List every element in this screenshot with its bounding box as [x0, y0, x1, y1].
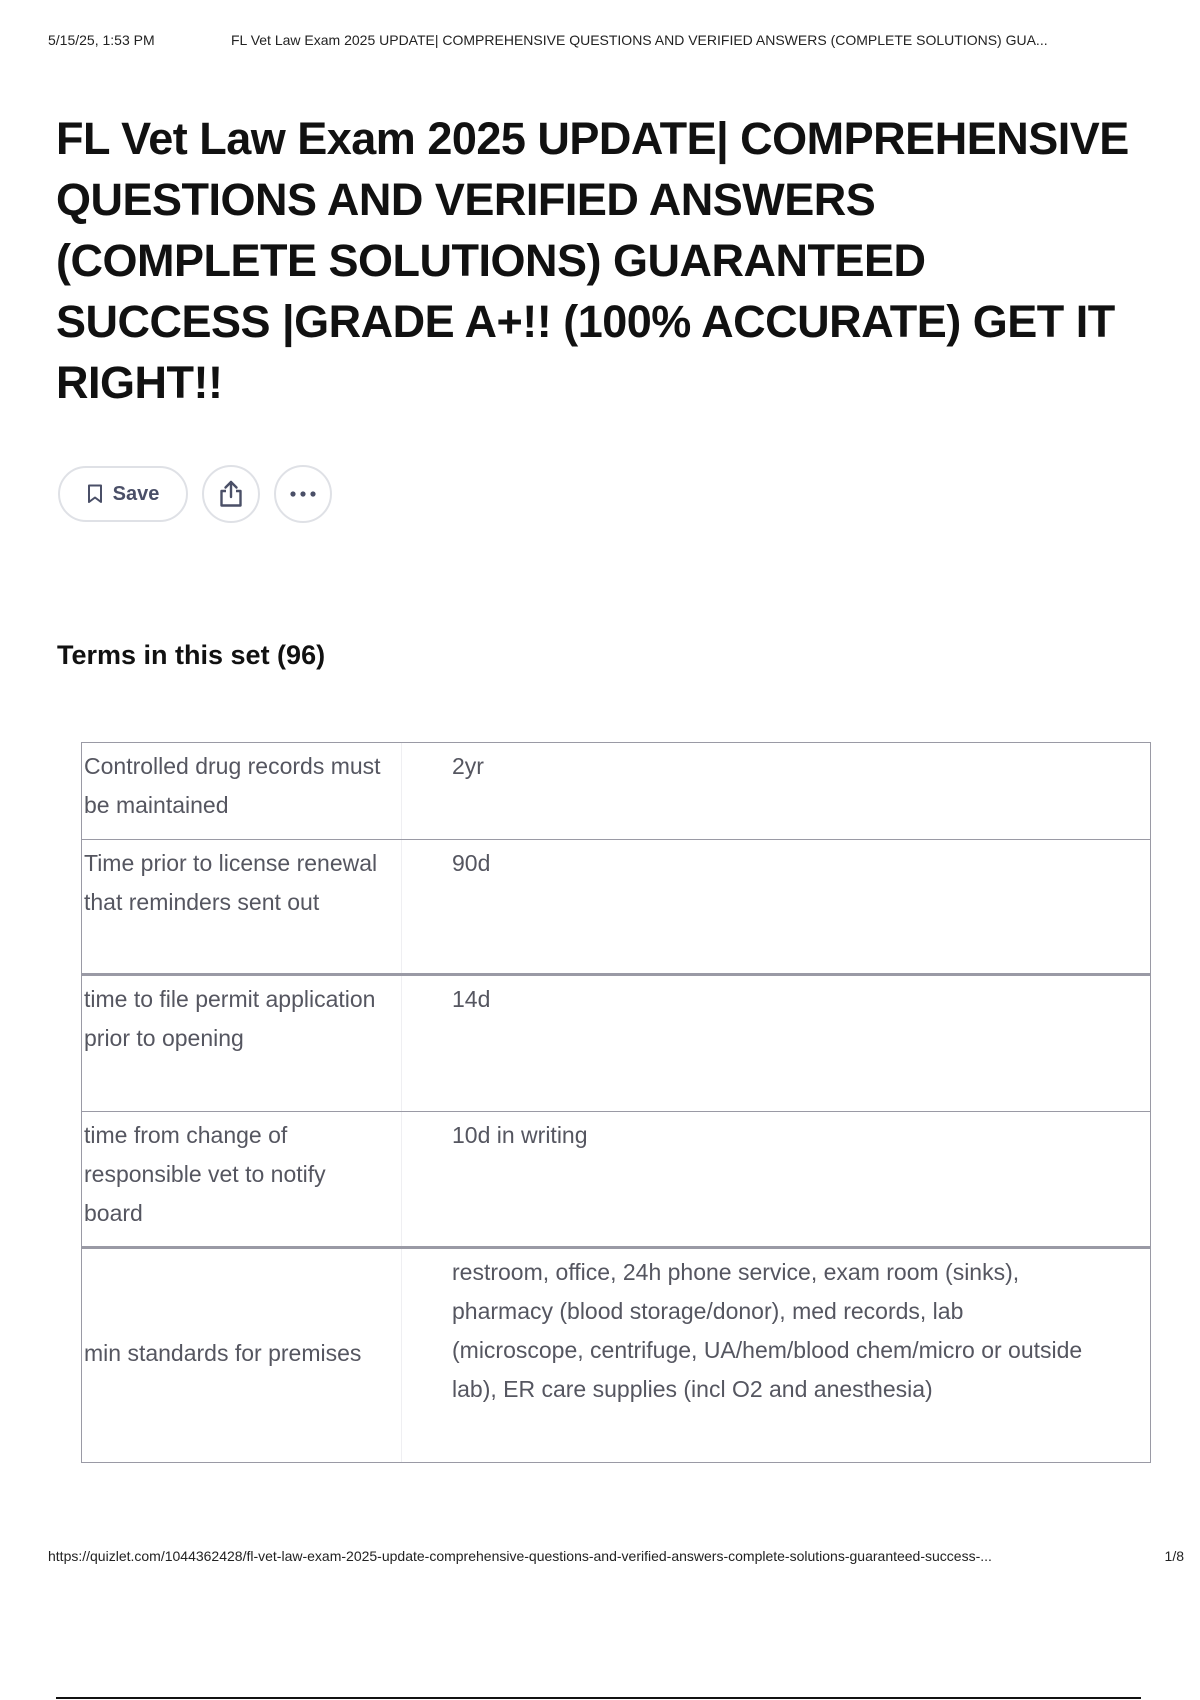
term-text: Controlled drug records must be maintained [82, 743, 402, 839]
bookmark-icon [87, 484, 103, 504]
print-footer [48, 1548, 1184, 1564]
term-row [82, 1112, 1150, 1249]
save-button[interactable] [58, 466, 188, 522]
term-text: time from change of responsible vet to notify board [82, 1112, 402, 1246]
term-text: time to file permit application prior to opening [82, 976, 402, 1111]
action-bar [58, 465, 332, 523]
term-row [82, 976, 1150, 1112]
term-text: min standards for premises [82, 1249, 402, 1462]
page-number: 1/8 [1164, 1548, 1184, 1564]
page-divider [56, 1697, 1141, 1699]
share-button[interactable] [202, 465, 260, 523]
more-options-icon [289, 490, 317, 498]
term-text: Time prior to license renewal that reminders sent out [82, 840, 402, 973]
terms-table [81, 742, 1151, 1463]
print-header [48, 30, 1174, 50]
definition-text: restroom, office, 24h phone service, exam room (sinks), pharmacy (blood storage/donor), med records, lab (microscope, centrifuge, UA/hem/blood chem/micro or outside lab), ER care supplies (incl O2 and anesthesia) [452, 1259, 1083, 1402]
share-icon [218, 480, 244, 508]
terms-heading: Terms in this set (96) [57, 640, 326, 670]
print-url: https://quizlet.com/1044362428/fl-vet-law-exam-2025-update-comprehensive-questions-and-verified-answers-complete-solutions-guaranteed-success-... [48, 1548, 992, 1564]
print-date: 5/15/25, 1:53 PM [48, 32, 155, 48]
page-title: FL Vet Law Exam 2025 UPDATE| COMPREHENSIVE QUESTIONS AND VERIFIED ANSWERS (COMPLETE SOLUTIONS) GUARANTEED SUCCESS |GRADE A+!! (100% ACCURATE) GET IT RIGHT!! [56, 113, 1129, 408]
definition-text: 90d [452, 850, 491, 876]
term-row [82, 840, 1150, 976]
definition-text: 10d in writing [452, 1122, 588, 1148]
more-options-button[interactable] [274, 465, 332, 523]
definition-text: 14d [452, 986, 491, 1012]
definition-text: 2yr [452, 753, 484, 779]
term-row [82, 743, 1150, 840]
print-document-title: FL Vet Law Exam 2025 UPDATE| COMPREHENSIVE QUESTIONS AND VERIFIED ANSWERS (COMPLETE SOLUTIONS) GUA... [231, 32, 1048, 48]
save-button-label: Save [112, 482, 160, 505]
term-row [82, 1249, 1150, 1462]
